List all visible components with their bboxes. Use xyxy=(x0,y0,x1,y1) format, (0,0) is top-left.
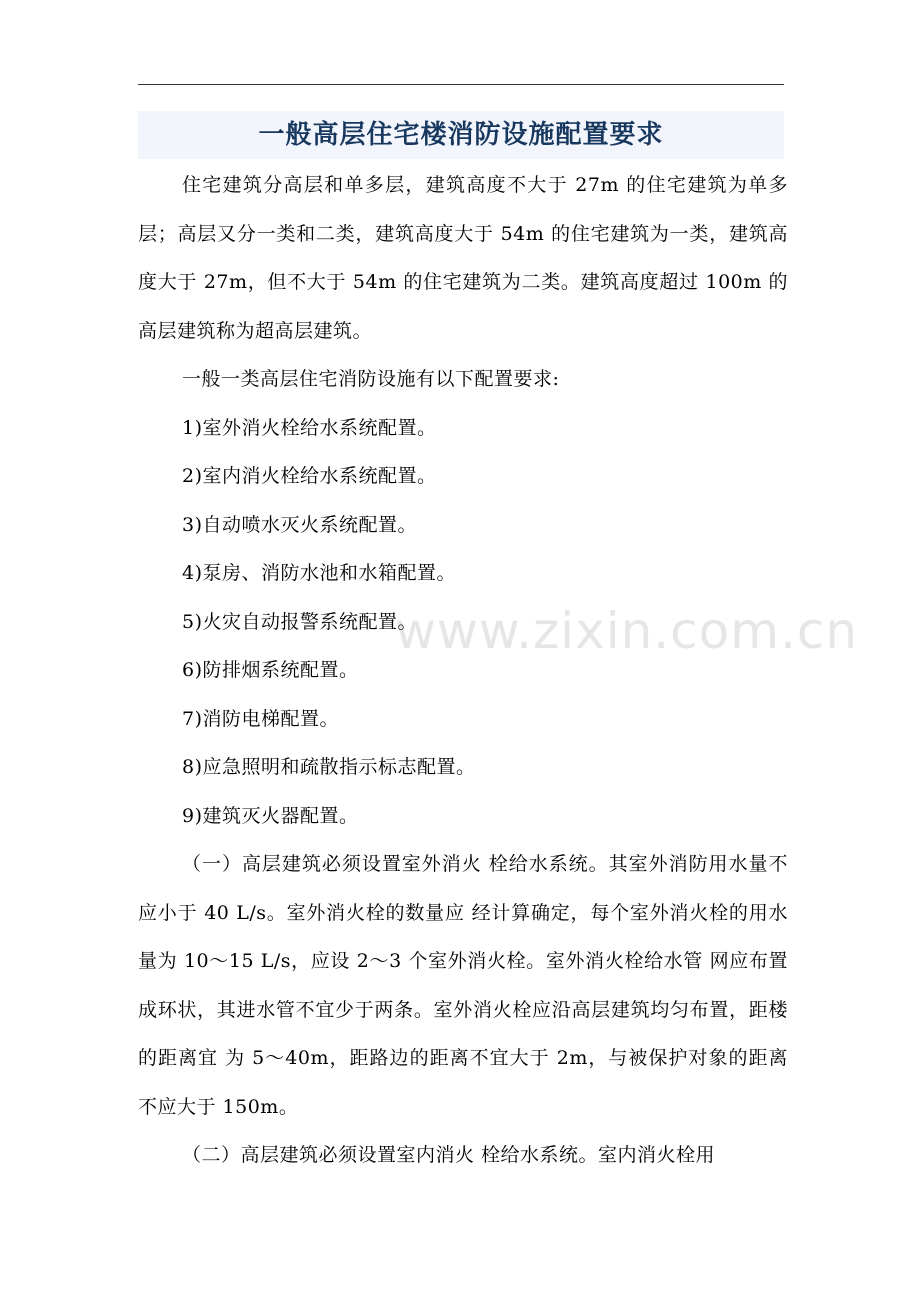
document-title: 一般高层住宅楼消防设施配置要求 xyxy=(258,120,664,150)
list-item: 2)室内消火栓给水系统配置。 xyxy=(182,465,437,487)
header-rule xyxy=(138,84,784,85)
section-indoor-hydrant: （二）高层建筑必须设置室内消火 栓给水系统。室内消火栓用 xyxy=(182,1144,716,1166)
list-item: 7)消防电梯配置。 xyxy=(182,707,340,730)
list-item: 4)泵房、消防水池和水箱配置。 xyxy=(182,562,457,584)
list-item: 9)建筑灭火器配置。 xyxy=(182,804,359,827)
list-item: 6)防排烟系统配置。 xyxy=(182,659,359,681)
list-item: 5)火灾自动报警系统配置。 xyxy=(182,610,418,633)
list-item: 3)自动喷水灭火系统配置。 xyxy=(182,513,418,536)
requirements-lead: 一般一类高层住宅消防设施有以下配置要求: xyxy=(182,368,560,390)
watermark: www.zixin.com.cn xyxy=(395,602,859,660)
document-body xyxy=(138,161,788,1180)
section-outdoor-hydrant: （一）高层建筑必须设置室外消火 栓给水系统。其室外消防用水量不应小于 40 L/s。室外消火栓的数量应 经计算确定，每个室外消火栓的用水量为 10～15 L/s，应设 2～3 个室外消火栓。室外消火栓给水管 网应布置成环状，其进水管不宜少于两条。室外消火栓应沿高层建筑均匀布置，距楼的距离宜 为 5～40m，距路边的距离不宜大于 2m，与被保护对象的距离不应大于 150m。 xyxy=(138,853,788,1118)
intro-paragraph: 住宅建筑分高层和单多层，建筑高度不大于 27m 的住宅建筑为单多层；高层又分一类和二类，建筑高度大于 54m 的住宅建筑为一类，建筑高度大于 27m，但不大于 54m 的住宅建筑为二类。建筑高度超过 100m 的高层建筑称为超高层建筑。 xyxy=(138,174,788,342)
title-band xyxy=(138,111,784,159)
list-item: 8)应急照明和疏散指示标志配置。 xyxy=(182,756,476,778)
list-item: 1)室外消火栓给水系统配置。 xyxy=(182,416,437,439)
